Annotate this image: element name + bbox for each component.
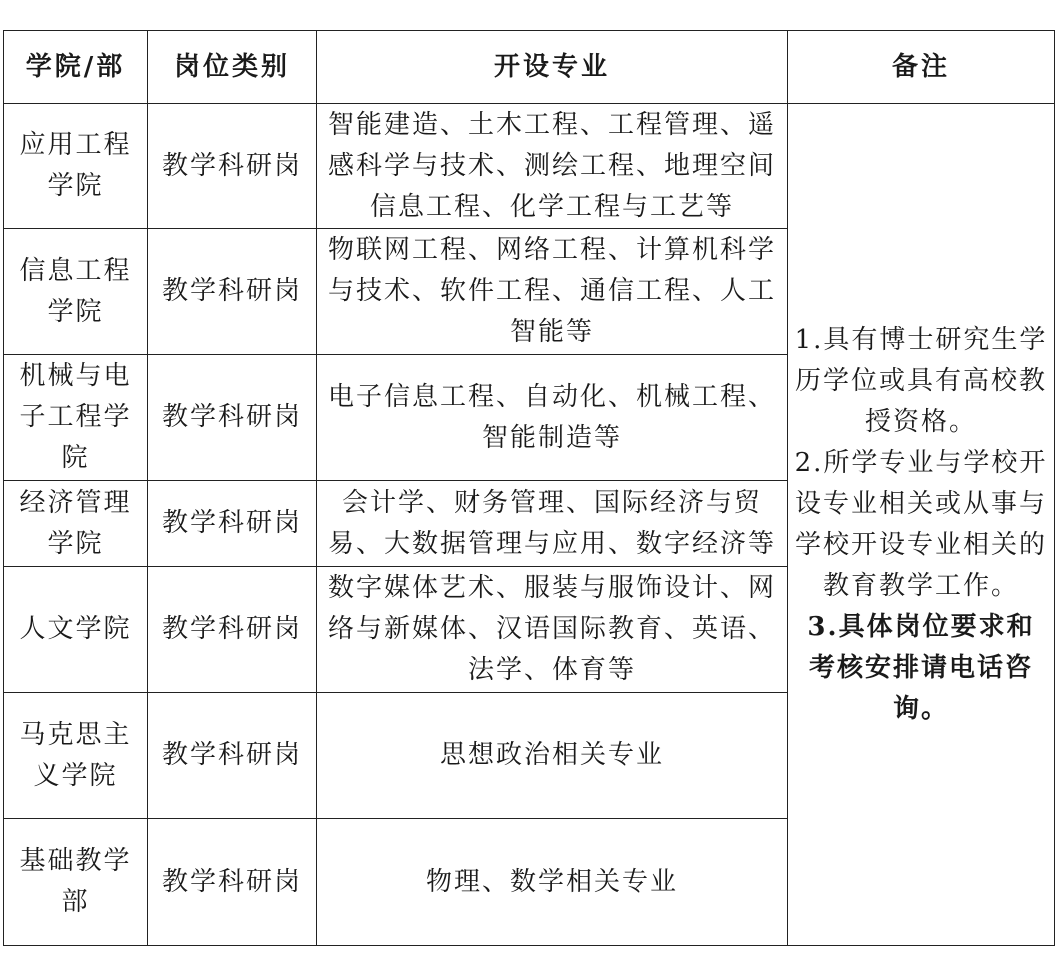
college-cell: 机械与电子工程学院 xyxy=(4,355,148,481)
position-cell: 教学科研岗 xyxy=(148,229,317,355)
position-cell: 教学科研岗 xyxy=(148,481,317,567)
majors-cell: 智能建造、土木工程、工程管理、遥感科学与技术、测绘工程、地理空间信息工程、化学工程与工艺等 xyxy=(317,104,788,229)
position-cell: 教学科研岗 xyxy=(148,104,317,229)
position-cell: 教学科研岗 xyxy=(148,355,317,481)
college-cell: 基础教学部 xyxy=(4,819,148,946)
header-majors: 开设专业 xyxy=(317,31,788,104)
college-cell: 马克思主义学院 xyxy=(4,693,148,819)
majors-cell: 思想政治相关专业 xyxy=(317,693,788,819)
position-cell: 教学科研岗 xyxy=(148,567,317,693)
majors-cell: 物联网工程、网络工程、计算机科学与技术、软件工程、通信工程、人工智能等 xyxy=(317,229,788,355)
college-cell: 经济管理学院 xyxy=(4,481,148,567)
college-cell: 人文学院 xyxy=(4,567,148,693)
note-item-1: 1.具有博士研究生学历学位或具有高校教授资格。 xyxy=(794,324,1048,437)
recruitment-table xyxy=(3,30,1055,946)
majors-cell: 电子信息工程、自动化、机械工程、智能制造等 xyxy=(317,355,788,481)
table-header-row xyxy=(4,31,1055,104)
header-notes: 备注 xyxy=(788,31,1055,104)
notes-cell xyxy=(788,104,1055,946)
position-cell: 教学科研岗 xyxy=(148,693,317,819)
majors-cell: 会计学、财务管理、国际经济与贸易、大数据管理与应用、数字经济等 xyxy=(317,481,788,567)
header-college: 学院/部 xyxy=(4,31,148,104)
table-row xyxy=(4,104,1055,229)
position-cell: 教学科研岗 xyxy=(148,819,317,946)
note-item-2: 2.所学专业与学校开设专业相关或从事与学校开设专业相关的教育教学工作。 xyxy=(794,447,1048,601)
header-position: 岗位类别 xyxy=(148,31,317,104)
majors-cell: 物理、数学相关专业 xyxy=(317,819,788,946)
college-cell: 应用工程学院 xyxy=(4,104,148,229)
majors-cell: 数字媒体艺术、服装与服饰设计、网络与新媒体、汉语国际教育、英语、法学、体育等 xyxy=(317,567,788,693)
note-item-3: 3.具体岗位要求和考核安排请电话咨询。 xyxy=(807,611,1035,724)
college-cell: 信息工程学院 xyxy=(4,229,148,355)
